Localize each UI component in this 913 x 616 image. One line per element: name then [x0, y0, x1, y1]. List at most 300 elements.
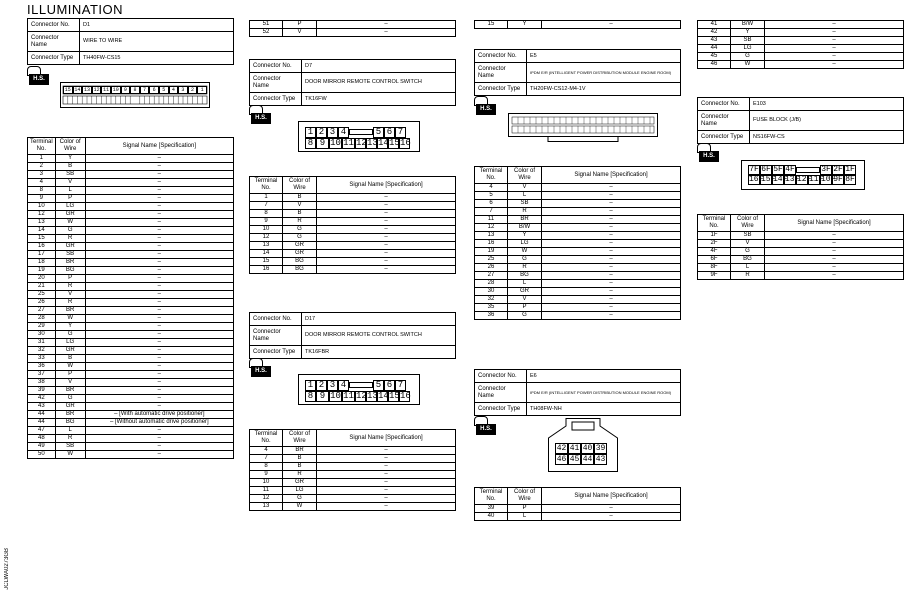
connector-pin: 13F [785, 175, 800, 184]
wire-color-cell: V [508, 296, 542, 304]
diagram-code: JCLWA0273GB [4, 548, 10, 590]
e5-type: TH20FW-CS12-M4-1V [527, 83, 681, 96]
wire-color-cell: Y [508, 21, 542, 29]
d7-connector-diagram [298, 121, 420, 152]
table-row [698, 45, 904, 53]
d1-name: WIRE TO WIRE [80, 32, 234, 52]
terminal-cell: 11 [250, 487, 283, 495]
e6-pin-grid [555, 443, 611, 465]
connector-e103-info: Connector No. E103 Connector Name FUSE BLOCK (J/B) Connector Type NS16FW-CS [697, 97, 904, 144]
connector-pin: 45 [569, 455, 580, 464]
table-row [28, 379, 234, 387]
terminal-cell: 8F [698, 264, 731, 272]
signal-cell: – [85, 251, 233, 259]
wire-color-cell: W [283, 503, 317, 511]
table-row [28, 235, 234, 243]
signal-cell: – [85, 155, 233, 163]
terminal-cell: 1 [250, 194, 283, 202]
terminal-cell: 13 [475, 232, 508, 240]
terminal-cell: 4F [698, 248, 731, 256]
table-row [475, 272, 681, 280]
connector-pin: 11 [343, 138, 354, 148]
connector-pin: 15F [761, 175, 776, 184]
signal-cell: – [85, 403, 233, 411]
wire-color-cell: P [508, 304, 542, 312]
signal-cell: – [317, 447, 456, 455]
connector-e5-info: Connector No. E5 Connector Name IPDM E/R (INTELLIGENT POWER DISTRIBUTION MODULE ENGINE ROOM) Connector Type TH20FW-CS12-M4-1V [474, 49, 681, 96]
terminal-cell: 13 [250, 242, 283, 250]
e5-number: E5 [527, 50, 681, 63]
signal-cell: – [85, 195, 233, 203]
signal-cell: – [542, 240, 681, 248]
connector-e6-info: Connector No. E6 Connector Name IPDM E/R (INTELLIGENT POWER DISTRIBUTION MODULE ENGINE ROOM) Connector Type TH08FW-NH [474, 369, 681, 416]
table-row [28, 195, 234, 203]
connector-pin: 2 [188, 86, 198, 94]
terminal-cell: 19 [28, 267, 56, 275]
terminal-cell: 4 [250, 447, 283, 455]
wire-color-cell: B/W [731, 21, 765, 29]
connector-pin: 12 [93, 87, 100, 93]
table-row [28, 243, 234, 251]
table-row [28, 299, 234, 307]
wire-color-cell: P [283, 21, 317, 29]
connector-pin: 3 [327, 127, 338, 138]
connector-pin: 7 [395, 127, 406, 138]
wire-color-cell: G [731, 248, 765, 256]
wire-color-cell: G [55, 331, 85, 339]
connector-pin: 5 [373, 380, 384, 391]
terminal-cell: 33 [28, 355, 56, 363]
table-row [28, 363, 234, 371]
e5-name: IPDM E/R (INTELLIGENT POWER DISTRIBUTION MODULE ENGINE ROOM) [527, 63, 681, 83]
signal-cell: – [85, 331, 233, 339]
terminal-cell: 16 [475, 240, 508, 248]
wire-color-cell: SB [55, 251, 85, 259]
connector-pin: 3 [178, 86, 188, 94]
connector-pin: 13 [367, 138, 378, 148]
signal-cell: – [765, 53, 904, 61]
terminal-cell: 37 [28, 371, 56, 379]
connector-pin: 12F [797, 175, 812, 184]
table-row [250, 471, 456, 479]
signal-cell: – [765, 272, 904, 280]
table-row [698, 21, 904, 29]
terminal-cell: 38 [28, 379, 56, 387]
table-row [28, 155, 234, 163]
terminal-cell: 26 [475, 264, 508, 272]
terminal-cell: 50 [28, 451, 56, 459]
terminal-cell: 16 [250, 266, 283, 274]
table-row [250, 258, 456, 266]
signal-cell: – [With automatic drive positioner] [85, 411, 233, 419]
signal-cell: – [317, 29, 456, 37]
connector-pin: 6 [149, 86, 159, 94]
signal-cell: – [85, 235, 233, 243]
signal-cell: – [317, 471, 456, 479]
table-row [475, 240, 681, 248]
terminal-cell: 30 [475, 288, 508, 296]
table-row [28, 451, 234, 459]
wire-color-cell: L [55, 427, 85, 435]
table-row [28, 323, 234, 331]
d17-terminal-table: Terminal No. Color of Wire Signal Name [Specification] 4 BR – 7 B – 8 B – 9 R – 10 GR – 11 LG – 12 G – 13 W – [249, 429, 456, 511]
signal-cell: – [317, 463, 456, 471]
connector-pin: 4 [338, 380, 349, 391]
wire-color-cell: BG [283, 266, 317, 274]
wire-color-cell: G [55, 227, 85, 235]
terminal-cell: 32 [28, 347, 56, 355]
terminal-cell: 20 [28, 275, 56, 283]
terminal-cell: 1F [698, 232, 731, 240]
connector-pin: 8 [305, 138, 316, 149]
terminal-cell: 9 [250, 218, 283, 226]
table-row [250, 234, 456, 242]
terminal-cell: 39 [28, 387, 56, 395]
table-row [250, 495, 456, 503]
terminal-cell: 10 [250, 226, 283, 234]
terminal-cell: 19 [475, 248, 508, 256]
wire-color-cell: W [55, 219, 85, 227]
d17-name: DOOR MIRROR REMOTE CONTROL SWITCH [302, 326, 456, 346]
d17-connector-diagram [298, 374, 420, 405]
signal-cell: – [85, 379, 233, 387]
wire-color-cell: B [283, 455, 317, 463]
table-row [28, 227, 234, 235]
terminal-cell: 31 [28, 339, 56, 347]
signal-cell: – [317, 487, 456, 495]
terminal-cell: 30 [28, 331, 56, 339]
wire-color-cell: V [508, 184, 542, 192]
terminal-cell: 36 [28, 363, 56, 371]
terminal-cell: 28 [28, 315, 56, 323]
signal-cell: – [85, 243, 233, 251]
wire-color-cell: LG [55, 203, 85, 211]
connector-pin: 14F [773, 175, 788, 184]
signal-cell: – [317, 202, 456, 210]
table-row [250, 242, 456, 250]
wire-color-cell: BR [55, 259, 85, 267]
d17-type: TK16FBR [302, 346, 456, 359]
terminal-cell: 14 [28, 227, 56, 235]
signal-cell: – [542, 312, 681, 320]
wire-color-cell: R [508, 264, 542, 272]
wire-color-cell: GR [283, 479, 317, 487]
terminal-cell: 39 [475, 505, 508, 513]
table-row [475, 304, 681, 312]
connector-d1-info: Connector No. D1 Connector Name WIRE TO WIRE Connector Type TH40FW-CS15 [27, 18, 234, 65]
terminal-cell: 49 [28, 443, 56, 451]
table-row [698, 248, 904, 256]
connector-pin: 13 [367, 391, 378, 401]
connector-pin: 14 [378, 138, 389, 148]
terminal-cell: 51 [250, 21, 283, 29]
connector-pin: 14 [378, 391, 389, 401]
wire-color-cell: LG [731, 45, 765, 53]
table-row [28, 443, 234, 451]
signal-cell: – [317, 194, 456, 202]
connector-pin: 43 [595, 455, 606, 464]
wire-color-cell: SB [508, 200, 542, 208]
table-row [28, 403, 234, 411]
wire-color-cell: P [55, 371, 85, 379]
signal-cell: – [85, 443, 233, 451]
connector-pin: 3 [327, 380, 338, 391]
d7-number: D7 [302, 60, 456, 73]
signal-cell: – [765, 61, 904, 69]
page-title: ILLUMINATION [27, 2, 124, 17]
table-row [475, 184, 681, 192]
table-row [698, 232, 904, 240]
table-row [250, 455, 456, 463]
table-row [28, 275, 234, 283]
signal-cell: – [542, 224, 681, 232]
table-row [28, 419, 234, 427]
table-row [28, 171, 234, 179]
e6-number: E6 [527, 370, 681, 383]
wire-color-cell: Y [508, 232, 542, 240]
wire-color-cell: GR [283, 250, 317, 258]
connector-pin: 5 [159, 86, 169, 94]
signal-cell: – [317, 242, 456, 250]
wire-color-cell: G [508, 312, 542, 320]
e5-connector-diagram [508, 113, 658, 143]
e103-type: NS16FW-CS [750, 131, 904, 144]
signal-cell: – [765, 240, 904, 248]
signal-cell: – [542, 272, 681, 280]
terminal-cell: 13 [28, 219, 56, 227]
terminal-cell: 13 [250, 503, 283, 511]
wire-color-cell: BR [55, 411, 85, 419]
terminal-cell: 18 [28, 259, 56, 267]
signal-cell: – [85, 163, 233, 171]
e103-terminal-table: Terminal No. Color of Wire Signal Name [Specification] 1F SB – 2F V – 4F G – 6F BG – 8F L – 9F R – [697, 214, 904, 280]
signal-cell: – [85, 427, 233, 435]
terminal-cell: 26 [28, 299, 56, 307]
wire-color-cell: V [55, 291, 85, 299]
connector-pin: 16F [749, 175, 764, 184]
table-row [28, 315, 234, 323]
connector-pin: 12 [356, 391, 367, 401]
connector-pin: 2F [833, 165, 843, 174]
wire-color-cell: W [731, 61, 765, 69]
connector-pin: 4F [785, 165, 795, 174]
table-row [250, 218, 456, 226]
table-row [28, 219, 234, 227]
terminal-cell: 12 [250, 234, 283, 242]
table-row [28, 347, 234, 355]
signal-cell: – [85, 355, 233, 363]
wire-color-cell: B [55, 355, 85, 363]
table-row [250, 250, 456, 258]
wire-color-cell: BG [283, 258, 317, 266]
terminal-cell: 45 [698, 53, 731, 61]
terminal-cell: 8 [28, 187, 56, 195]
d1-connector-diagram [60, 82, 210, 108]
wire-color-cell: L [508, 192, 542, 200]
terminal-cell: 7 [475, 208, 508, 216]
signal-cell: – [85, 451, 233, 459]
signal-cell: – [542, 304, 681, 312]
e5-terminal-table: Terminal No. Color of Wire Signal Name [Specification] 4 V – 5 L – 6 SB – 7 R – 11 BR – 12 B/W – 13 Y – 16 LG – 19 W – 25 G – 26 R – 27 BG – 28 L – 30 GR – 32 V – 35 P – 36 G – [474, 166, 681, 320]
terminal-cell: 43 [698, 37, 731, 45]
table-row [475, 224, 681, 232]
connector-pin: 40 [582, 444, 593, 453]
table-row [28, 283, 234, 291]
table-row [28, 331, 234, 339]
wire-color-cell: R [508, 208, 542, 216]
connector-pin: 7 [395, 380, 406, 391]
e6-type: TH08FW-NH [527, 403, 681, 416]
table-row [475, 232, 681, 240]
terminal-cell: 21 [28, 283, 56, 291]
wire-color-cell: BG [508, 272, 542, 280]
connector-pin: 9 [316, 391, 329, 402]
signal-cell: – [542, 21, 681, 29]
terminal-cell: 1 [28, 155, 56, 163]
terminal-cell: 4 [28, 179, 56, 187]
signal-cell: – [85, 211, 233, 219]
terminal-cell: 25 [475, 256, 508, 264]
wire-color-cell: BG [55, 267, 85, 275]
signal-cell: – [765, 29, 904, 37]
connector-pin: 6 [384, 127, 395, 138]
connector-pin: 9 [121, 86, 131, 94]
connector-pin: 10 [112, 87, 119, 93]
terminal-cell: 15 [28, 235, 56, 243]
connector-pin: 2 [316, 127, 327, 138]
wire-color-cell: B [283, 210, 317, 218]
wire-color-cell: R [283, 471, 317, 479]
terminal-cell: 11 [475, 216, 508, 224]
signal-cell: – [542, 232, 681, 240]
table-row [698, 29, 904, 37]
e6-terminal-table: Terminal No. Color of Wire Signal Name [Specification] 39 P – 40 L – [474, 487, 681, 521]
signal-cell: – [542, 505, 681, 513]
connector-pin: 1F [845, 165, 855, 174]
connector-pin: 16 [400, 391, 411, 401]
wire-color-cell: V [283, 202, 317, 210]
signal-cell: – [85, 291, 233, 299]
terminal-cell: 10 [250, 479, 283, 487]
signal-cell: – [317, 495, 456, 503]
terminal-cell: 3 [28, 171, 56, 179]
d7-name: DOOR MIRROR REMOTE CONTROL SWITCH [302, 73, 456, 93]
table-row [475, 21, 681, 29]
d1-type: TH40FW-CS15 [80, 52, 234, 65]
wire-color-cell: V [55, 379, 85, 387]
d7-type: TK16FW [302, 93, 456, 106]
terminal-cell: 48 [28, 435, 56, 443]
terminal-cell: 17 [28, 251, 56, 259]
signal-cell: – [765, 37, 904, 45]
connector-pin: 11F [809, 175, 824, 184]
wire-color-cell: LG [508, 240, 542, 248]
terminal-cell: 42 [28, 395, 56, 403]
hs-icon: H.S. [474, 416, 498, 436]
connector-pin: 16 [400, 138, 411, 148]
terminal-cell: 9 [28, 195, 56, 203]
wire-color-cell: L [508, 280, 542, 288]
signal-cell: – [542, 192, 681, 200]
signal-cell: – [85, 171, 233, 179]
table-row [475, 513, 681, 521]
wire-color-cell: G [731, 53, 765, 61]
connector-latch [349, 382, 373, 388]
signal-cell: – [542, 264, 681, 272]
table-row [698, 53, 904, 61]
terminal-cell: 15 [250, 258, 283, 266]
wire-color-cell: GR [508, 288, 542, 296]
table-row [28, 355, 234, 363]
terminal-cell: 46 [698, 61, 731, 69]
terminal-cell: 43 [28, 403, 56, 411]
wire-color-cell: GR [55, 211, 85, 219]
signal-cell: – [85, 275, 233, 283]
wire-color-cell: G [508, 256, 542, 264]
table-row [250, 29, 456, 37]
table-row [28, 435, 234, 443]
table-row [475, 280, 681, 288]
table-row [475, 248, 681, 256]
table-row [475, 296, 681, 304]
table-row [28, 307, 234, 315]
wire-color-cell: B [283, 194, 317, 202]
wire-color-cell: SB [731, 232, 765, 240]
table-row [250, 487, 456, 495]
wire-color-cell: BR [283, 447, 317, 455]
connector-pin: 44 [582, 455, 593, 464]
terminal-cell: 41 [698, 21, 731, 29]
terminal-cell: 9 [250, 471, 283, 479]
terminal-cell: 8 [250, 463, 283, 471]
signal-cell: – [85, 363, 233, 371]
table-row [28, 339, 234, 347]
connector-pin: 1 [305, 127, 316, 138]
table-row [475, 208, 681, 216]
e6-continuation-table [697, 20, 904, 69]
e103-pin-grid [748, 165, 860, 185]
signal-cell: – [Without automatic drive positioner] [85, 419, 233, 427]
table-row [28, 427, 234, 435]
terminal-cell: 2 [28, 163, 56, 171]
wire-color-cell: GR [55, 243, 85, 251]
table-row [28, 203, 234, 211]
signal-cell: – [765, 256, 904, 264]
connector-pin: 8F [845, 175, 855, 184]
hs-icon: H.S. [249, 358, 273, 378]
connector-pin: 4 [169, 86, 179, 94]
connector-pin: 11 [343, 391, 354, 401]
d7-pin-grid [305, 127, 415, 149]
table-row [28, 259, 234, 267]
table-row [250, 226, 456, 234]
connector-pin: 7 [140, 86, 150, 94]
e103-name: FUSE BLOCK (J/B) [750, 111, 904, 131]
terminal-cell: 12 [250, 495, 283, 503]
signal-cell: – [765, 248, 904, 256]
wire-color-cell: SB [55, 171, 85, 179]
signal-cell: – [542, 288, 681, 296]
signal-cell: – [85, 347, 233, 355]
e103-number: E103 [750, 98, 904, 111]
signal-cell: – [85, 307, 233, 315]
table-row [28, 163, 234, 171]
table-row [250, 21, 456, 29]
signal-cell: – [85, 339, 233, 347]
connector-pin: 1 [305, 380, 316, 391]
signal-cell: – [85, 179, 233, 187]
table-row [250, 503, 456, 511]
